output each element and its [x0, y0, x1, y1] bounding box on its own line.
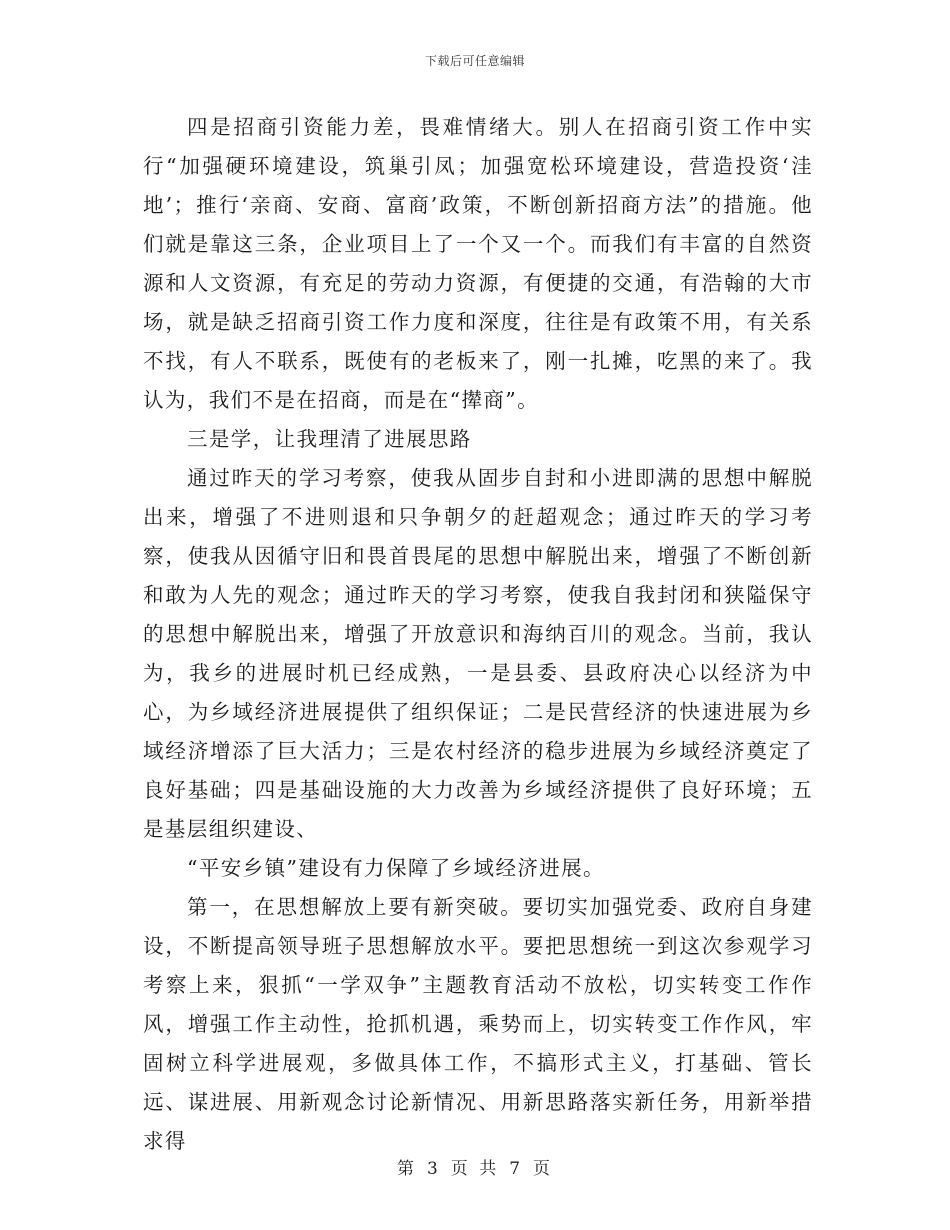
document-body — [143, 108, 813, 1161]
footer-total-pages: 7 — [509, 1159, 524, 1179]
paragraph-first-point: 第一，在思想解放上要有新突破。要切实加强党委、政府自身建设，不断提高领导班子思想解放水平。要把思想统一到这次参观学习考察上来，狠抓“一学双争”主题教育活动不放松，切实转变工作作风，增强工作主动性，抢抓机遇，乘势而上，切实转变工作作风，牢固树立科学进展观，多做具体工作，不搞形式主义，打基础、管长远、谋进展、用新观念讨论新情况、用新思路落实新任务，用新举措求得 — [143, 895, 813, 1153]
page-footer — [0, 1154, 950, 1179]
footer-middle: 页 共 — [450, 1159, 500, 1179]
section-heading: 三是学，让我理清了进展思路 — [187, 427, 472, 451]
footer-prefix: 第 — [396, 1159, 417, 1179]
paragraph-safety: “平安乡镇”建设有力保障了乡域经济进展。 — [187, 856, 605, 880]
paragraph-investment: 四是招商引资能力差，畏难情绪大。别人在招商引资工作中实行“加强硬环境建设，筑巢引凤；加强宽松环境建设，营造投资‘洼地’；推行‘亲商、安商、富商’政策，不断创新招商方法”的措施。他们就是靠这三条，企业项目上了一个又一个。而我们有丰富的自然资源和人文资源，有充足的劳动力资源，有便捷的交通，有浩翰的大市场，就是缺乏招商引资工作力度和深度，往往是有政策不用，有关系不找，有人不联系，既使有的老板来了，刚一扎摊，吃黑的来了。我认为，我们不是在招商，而是在“撵商”。 — [143, 115, 813, 412]
footer-suffix: 页 — [533, 1159, 554, 1179]
paragraph-study: 通过昨天的学习考察，使我从固步自封和小进即满的思想中解脱出来，增强了不进则退和只争朝夕的赶超观念；通过昨天的学习考察，使我从因循守旧和畏首畏尾的思想中解脱出来，增强了不断创新和敢为人先的观念；通过昨天的学习考察，使我自我封闭和狭隘保守的思想中解脱出来，增强了开放意识和海纳百川的观念。当前，我认为，我乡的进展时机已经成熟，一是县委、县政府决心以经济为中心，为乡域经济进展提供了组织保证；二是民营经济的快速进展为乡域经济增添了巨大活力；三是农村经济的稳步进展为乡域经济奠定了良好基础；四是基础设施的大力改善为乡域经济提供了良好环境；五是基层组织建设、 — [143, 466, 813, 841]
page-header: 下载后可任意编辑 — [424, 54, 525, 68]
footer-page-number: 3 — [426, 1159, 441, 1179]
